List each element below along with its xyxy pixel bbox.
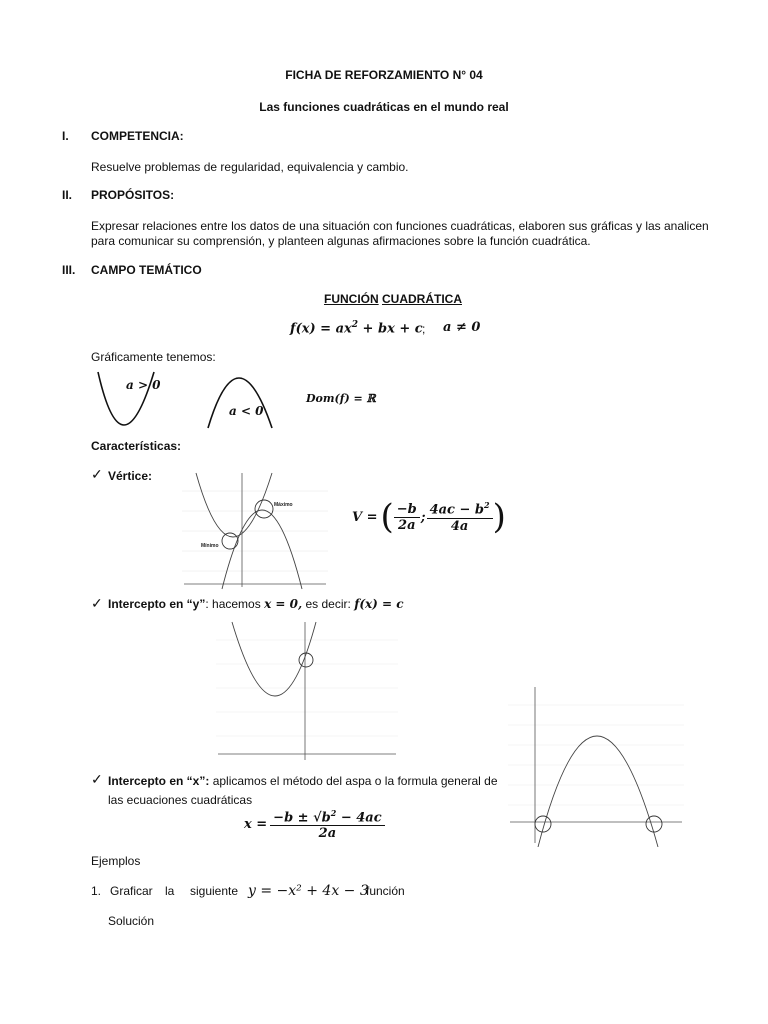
example-item-word-graficar: Graficar [110, 884, 153, 898]
check-icon: ✓ [91, 595, 103, 611]
vertex-graph-max-label: Máximo [274, 502, 293, 508]
graphs-intro: Gráficamente tenemos: [91, 350, 216, 364]
solution-label: Solución [108, 914, 155, 928]
section-number-1: I. [62, 129, 69, 143]
section-title-propositos: PROPÓSITOS: [91, 188, 175, 202]
example-item-formula: y = −x² + 4x − 3 [248, 883, 369, 899]
parabola-down-graph [200, 368, 290, 432]
document-subtitle: Las funciones cuadráticas en el mundo real [259, 100, 509, 114]
topic-heading [0, 292, 768, 306]
formula-condition: a ≠ 0 [443, 320, 481, 335]
section-number-3: III. [62, 263, 76, 277]
example-item-word-funcion: función [366, 884, 405, 898]
topic-heading-word2: CUADRÁTICA [382, 292, 462, 306]
x-intercept-line2: las ecuaciones cuadráticas [108, 793, 253, 807]
vertex-formula: V = ( $\frac{-b}{2a}$ ; $\frac{4ac - b^2}{4a}$ ) [352, 497, 506, 537]
general-formula: x = $\frac{-b \pm √b^2 - 4ac}{2a}$ [244, 808, 385, 841]
x-intercept-line1: Intercepto en “x”: aplicamos el método del aspa o la formula general de [108, 774, 498, 788]
vertex-label: Vértice: [108, 469, 153, 483]
check-icon: ✓ [91, 771, 103, 787]
section-title-campo-tematico: CAMPO TEMÁTICO [91, 263, 202, 277]
example-item-number: 1. [91, 884, 102, 898]
example-graph [508, 685, 684, 847]
vertex-graph [182, 471, 328, 591]
formula-separator: ; [422, 322, 426, 336]
characteristics-heading: Características: [91, 439, 182, 453]
document-title: FICHA DE REFORZAMIENTO N° 04 [285, 68, 483, 82]
section-body-propositos-line2: para comunicar su comprensión, y planteen algunas afirmaciones sobre la función cuadrática. [91, 234, 591, 248]
y-intercept-graph [216, 620, 398, 762]
example-item-word-la: la [165, 884, 175, 898]
section-title-competencia: COMPETENCIA: [91, 129, 184, 143]
examples-heading: Ejemplos [91, 854, 141, 868]
example-item-word-siguiente: siguiente [190, 884, 239, 898]
vertex-graph-min-label: Mínimo [201, 543, 219, 549]
y-intercept-line: Intercepto en “y”: hacemos x = 0, es decir: f(x) = c [108, 597, 404, 611]
section-body-competencia: Resuelve problemas de regularidad, equivalencia y cambio. [91, 160, 409, 174]
quadratic-formula: $f(x) = ax^2$ + bx + c [290, 320, 423, 337]
topic-heading-word1: FUNCIÓN [323, 292, 379, 306]
parabola-down-label: a < 0 [229, 404, 264, 418]
check-icon: ✓ [91, 466, 103, 482]
domain-formula: Dom(f) = ℝ [306, 392, 376, 405]
section-body-propositos-line1: Expresar relaciones entre los datos de una situación con funciones cuadráticas, elaboren sus gráficas y las analicen [91, 219, 709, 233]
parabola-up-label: a > 0 [126, 378, 161, 392]
section-number-2: II. [62, 188, 73, 202]
